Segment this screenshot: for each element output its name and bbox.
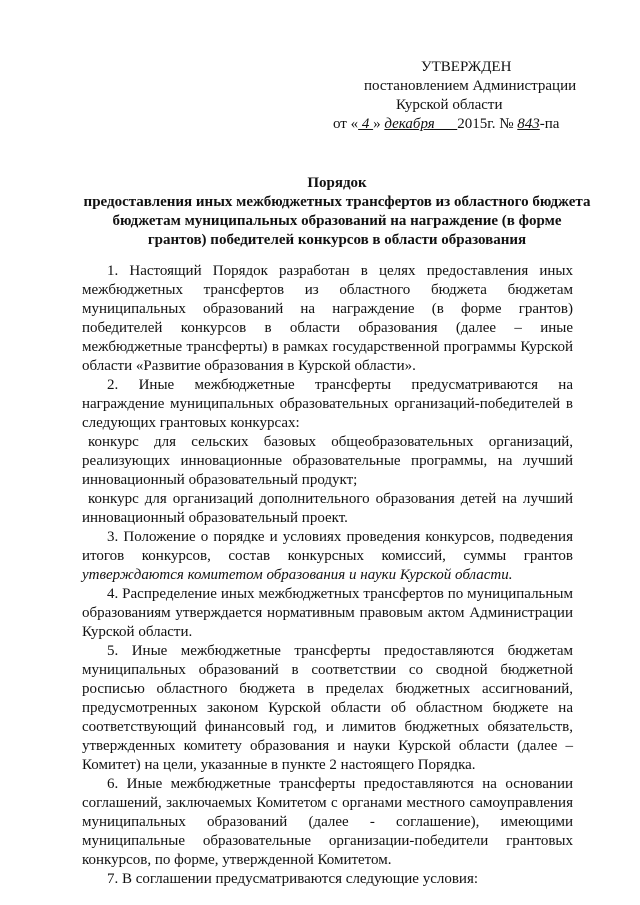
document-subtitle: предоставления иных межбюджетных трансфертов из областного бюджета бюджетам муниципальных образований на награждение (в форме грантов) победителей конкурсов в области образования	[83, 194, 591, 248]
paragraph-3-text: 3. Положение о порядке и условиях проведения конкурсов, подведения итогов конкурсов, состав конкурсных комиссий, суммы грантов	[82, 529, 573, 564]
resolution-suffix: -па	[539, 116, 560, 132]
paragraph-4: 4. Распределение иных межбюджетных трансфертов по муниципальным образованиям утверждается нормативным правовым актом Администрации Курской области.	[82, 586, 573, 640]
paragraph-3	[82, 528, 573, 585]
date-day: 4	[358, 116, 374, 132]
approval-title: УТВЕРЖДЕН	[421, 59, 512, 75]
paragraph-5: 5. Иные межбюджетные трансферты предоставляются бюджетам муниципальных образований в соответствии со сводной бюджетной росписью областного бюджета в пределах бюджетных ассигнований, предусмотренных законом Курской области об областном бюджете на соответствующий финансовый год, и лимитов бюджетных обязательств, утвержденных комитету образования и науки Курской области (далее – Комитет) на цели, указанные в пункте 2 настоящего Порядка.	[82, 643, 573, 773]
paragraph-2-contest-additional: конкурс для организаций дополнительного образования детей на лучший инновационный образовательный проект.	[82, 491, 573, 526]
paragraph-3-italic: утверждаются комитетом образования и науки Курской области.	[82, 567, 513, 583]
date-mid: »	[373, 116, 385, 132]
date-year: 2015г. №	[457, 116, 518, 132]
date-blank	[439, 116, 458, 132]
approval-line-region: Курской области	[396, 97, 503, 113]
paragraph-6: 6. Иные межбюджетные трансферты предоставляются на основании соглашений, заключаемых Комитетом с органами местного самоуправления муниципальных образований (далее - соглашение), имеющими муниципальные образовательные организации-победители грантовых конкурсов, по форме, утвержденной Комитетом.	[82, 776, 573, 868]
approval-date-line	[333, 115, 559, 134]
document-body	[82, 262, 573, 889]
approval-line-resolution: постановлением Администрации	[364, 78, 577, 94]
date-prefix: от «	[333, 116, 359, 132]
resolution-number: 843	[517, 116, 540, 132]
paragraph-1: 1. Настоящий Порядок разработан в целях предоставления иных межбюджетных трансфертов из областного бюджета бюджетам муниципальных образований на награждение (в форме грантов) победителей конкурсов в области образования (далее – иные межбюджетные трансферты) в рамках государственной программы Курской области «Развитие образования в Курской области».	[82, 263, 573, 374]
paragraph-2-contest-rural: конкурс для сельских базовых общеобразовательных организаций, реализующих инновационные образовательные программы, на лучший инновационный образовательный продукт;	[82, 434, 573, 488]
paragraph-7: 7. В соглашении предусматриваются следующие условия:	[107, 871, 479, 887]
paragraph-2: 2. Иные межбюджетные трансферты предусматриваются на награждение муниципальных образовательных организаций-победителей в следующих грантовых конкурсах:	[82, 377, 573, 431]
document-title: Порядок	[307, 175, 367, 191]
date-month: декабря	[384, 116, 439, 132]
